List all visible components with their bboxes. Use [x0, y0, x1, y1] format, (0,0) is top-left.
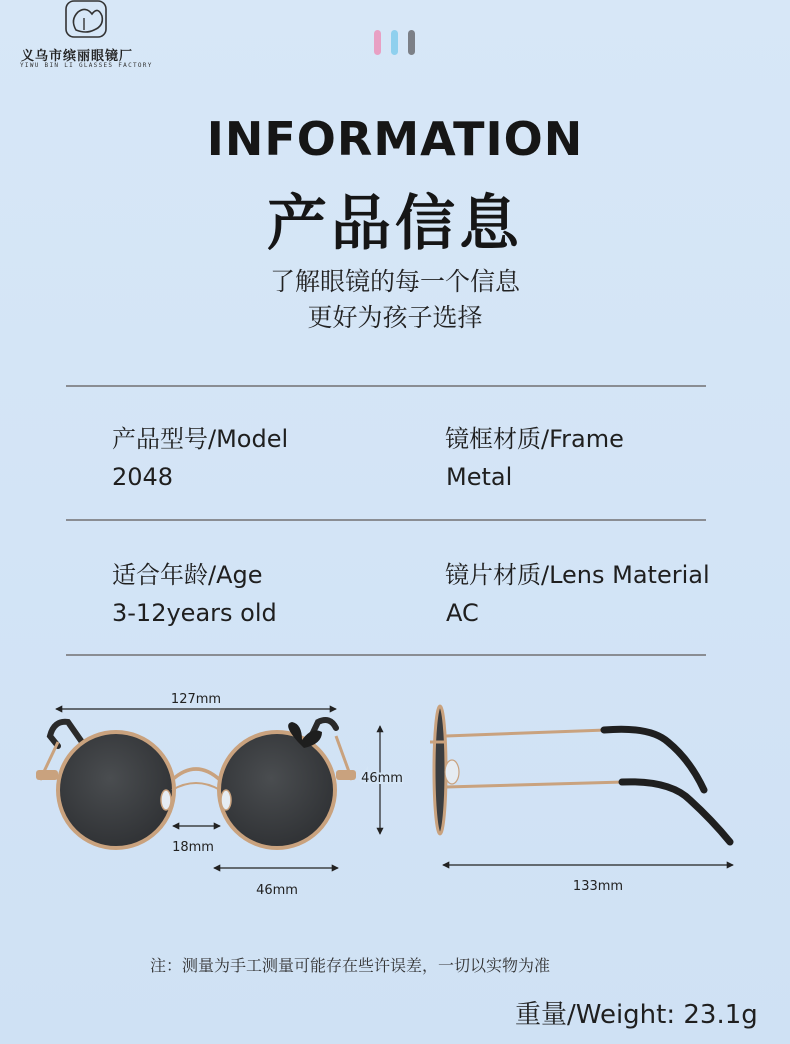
measurement-note: 注：测量为手工测量可能存在些许误差，一切以实物为准 [150, 956, 551, 975]
spec-lens-value: AC [446, 599, 479, 627]
divider [66, 385, 706, 387]
spec-frame-label: 镜框材质/Frame [445, 425, 624, 453]
brand-name-en: YIWU BIN LI GLASSES FACTORY [20, 62, 153, 69]
spec-age-label: 适合年龄/Age [112, 561, 263, 589]
brand-name-cn: 义乌市缤丽眼镜厂 [21, 49, 134, 64]
divider [66, 654, 706, 656]
spec-lens-label: 镜片材质/Lens Material [445, 561, 710, 589]
weight-label: 重量/Weight: 23.1g [515, 1000, 758, 1030]
divider [66, 519, 706, 521]
dim-bridge: 18mm [172, 840, 214, 855]
spec-age-value: 3-12years old [112, 599, 277, 627]
accent-bar-pink [374, 30, 381, 55]
page-title-en: INFORMATION [206, 112, 584, 166]
dim-total-width: 127mm [170, 692, 222, 707]
subtitle-line-2: 更好为孩子选择 [307, 303, 483, 332]
glasses-front-view [36, 720, 356, 848]
glasses-side-view [430, 706, 730, 842]
spec-model-value: 2048 [112, 463, 174, 491]
dim-lens-width: 46mm [256, 883, 298, 898]
accent-bar-blue [391, 30, 398, 55]
accent-bars [374, 30, 419, 56]
dim-temple-length: 133mm [572, 879, 624, 894]
subtitle-line-1: 了解眼镜的每一个信息 [269, 267, 520, 296]
brand-logo-mark [64, 0, 110, 40]
glasses-dimension-diagram [0, 670, 790, 910]
spec-frame-value: Metal [446, 463, 513, 491]
page-title-cn: 产品信息 [267, 189, 523, 259]
brand-logo [18, 0, 158, 72]
spec-model-label: 产品型号/Model [112, 425, 289, 453]
dim-lens-height: 46mm [361, 771, 403, 786]
accent-bar-gray [408, 30, 415, 55]
